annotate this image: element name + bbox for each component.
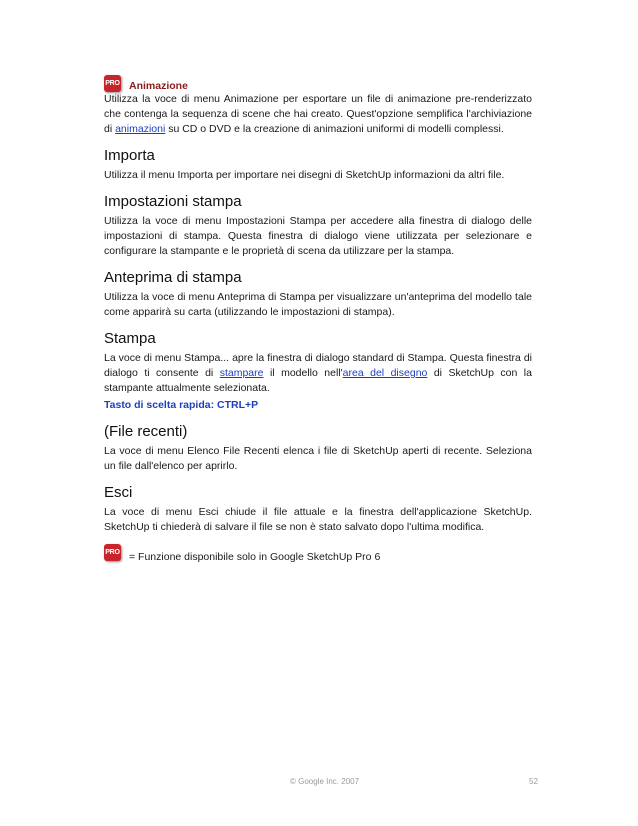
importa-text: Utilizza il menu Importa per importare nei disegni di SketchUp informazioni da altri file. [104,169,505,181]
animazione-text: Utilizza la voce di menu Animazione per esportare un file di animazione pre-renderizzato che contenga la sequenza di scene che hai creato. Quest'opzione semplifica l'archiviazione di animazioni su CD o DVD e la creazione di animazioni uniformi di modelli complessi. [104,93,532,135]
legend-text: = Funzione disponibile solo in Google SketchUp Pro 6 [129,551,381,563]
area-del-disegno-link[interactable]: area del disegno [342,367,428,379]
page-number: 52 [529,777,538,786]
esci-heading: Esci [104,484,133,501]
pro-badge-icon: PRO [104,544,121,561]
animazione-header [104,72,532,92]
recenti-text: La voce di menu Elenco File Recenti elenca i file di SketchUp aperti di recente. Seleziona un file dall'elenco per aprirlo. [104,445,532,472]
pro-badge-icon: PRO [104,75,121,92]
anteprima-text: Utilizza la voce di menu Anteprima di Stampa per visualizzare un'anteprima del modello tale come apparirà su carta (utilizzando le impostazioni di stampa). [104,291,532,318]
impostazioni-text: Utilizza la voce di menu Impostazioni Stampa per accedere alla finestra di dialogo delle impostazioni di stampa. Questa finestra di dialogo viene utilizzata per selezionare e configurare la stampante e le proprietà di scena da utilizzare per la stampa. [104,215,532,257]
stampa-heading: Stampa [104,330,156,347]
anteprima-heading: Anteprima di stampa [104,269,242,286]
stampa-shortcut: Tasto di scelta rapida: CTRL+P [104,399,259,411]
animazioni-link[interactable]: animazioni [115,123,166,135]
stampare-link[interactable]: stampare [219,367,264,379]
stampa-text: La voce di menu Stampa... apre la finestra di dialogo standard di Stampa. Questa finestra di dialogo ti consente di stampare il modello nell'area del disegno di SketchUp con la stampante attualmente selezionata. [104,352,532,394]
animazione-title: Animazione [129,80,188,92]
importa-heading: Importa [104,147,155,164]
pro-legend [104,541,532,563]
document-page [104,72,532,563]
recenti-heading: (File recenti) [104,423,188,440]
esci-text: La voce di menu Esci chiude il file attuale e la finestra dell'applicazione SketchUp. SketchUp ti chiederà di salvare il file se non è stato salvato dopo l'ultima modifica. [104,506,532,533]
copyright-text: © Google Inc. 2007 [290,777,360,786]
impostazioni-heading: Impostazioni stampa [104,193,242,210]
